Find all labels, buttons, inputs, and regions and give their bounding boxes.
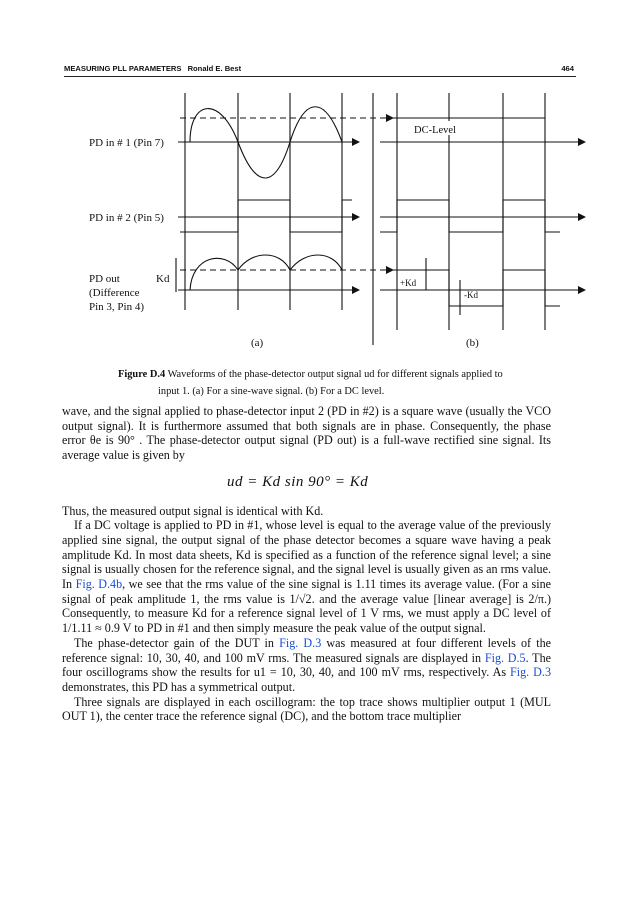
body-text: [62, 404, 551, 724]
para-4-text-a: The phase-detector gain of the DUT in: [74, 635, 274, 650]
pd2-square-wave: [180, 200, 352, 232]
caption-label: Figure D.4: [118, 369, 166, 380]
para-1: [62, 404, 551, 463]
arrow-dash-1: [386, 114, 394, 122]
figure-caption: [118, 366, 568, 400]
para-3-text-b: , we see that the rms value of the sine signal is 1.11 times its average value. (For a sine signal of peak amplitude 1, the rms value is 1/√2. and the average value [linear average] is 2/π.) Consequently, to measure Kd for a reference signal level of 1 V rms, we must apply a DC level of 1/1.11 ≈ 0.9 V to PD in #1 and then simply measure the peak value of the output signal.: [62, 577, 551, 636]
arrow-pd1-b: [578, 138, 586, 146]
fig-d3-link-2[interactable]: Fig. D.3: [510, 665, 551, 680]
fig-d5-link[interactable]: Fig. D.5: [484, 650, 526, 665]
page-header: [64, 64, 574, 73]
label-panel-a: (a): [251, 337, 264, 349]
para-4-text-c: . The four oscillograms show the results for u1 = 10, 30, 40, and 100 mV rms, respectively. As: [62, 650, 551, 680]
equation: ud = Kd sin 90° = Kd: [227, 473, 369, 490]
label-pdout-1: PD out: [89, 273, 120, 285]
para-1-line-3: the phase error θe is 90° . The phase-detector output signal (PD out) is a full-wave rectified: [62, 418, 551, 448]
label-pdout-3: Pin 3, Pin 4): [89, 301, 145, 313]
page-number: 464: [561, 64, 574, 73]
para-1-line-1: wave, and the signal applied to phase-detector input 2 (PD in #2) is a square wave (usually the: [62, 404, 523, 418]
pd2-square-wave-b: [380, 200, 560, 232]
label-pdout-2: (Difference: [89, 287, 140, 299]
fig-d3-link[interactable]: Fig. D.3: [279, 635, 322, 650]
para-5: Three signals are displayed in each oscillogram: the top trace shows multiplier output 1 (MUL OUT 1), the center trace the reference signal (DC), and the bottom trace multiplier: [62, 694, 551, 724]
arrow-pdout-b: [578, 286, 586, 294]
caption-line-1: Waveforms of the phase-detector output signal ud for different signals applied to: [167, 369, 503, 380]
label-minus-kd: -Kd: [464, 290, 478, 300]
para-4: [62, 636, 551, 695]
para-4-text-d: demonstrates, this PD has a symmetrical output.: [62, 679, 296, 694]
label-dc-level: DC-Level: [414, 125, 456, 136]
pdout-rectified-wave: [190, 255, 342, 290]
fig-d4b-link[interactable]: Fig. D.4b: [75, 577, 123, 592]
para-1-line-4: sine signal. Its average value is given by: [62, 433, 551, 463]
running-title: MEASURING PLL PARAMETERS: [64, 64, 182, 73]
para-4-text-b: was measured at four different levels of the reference signal: 10, 30, 40, and 100 mV rms. The measured signals are displayed in: [62, 635, 551, 665]
label-pd2: PD in # 2 (Pin 5): [89, 212, 164, 224]
waveform-figure: [0, 80, 636, 360]
arrow-pdout-a: [352, 286, 360, 294]
label-plus-kd: +Kd: [400, 278, 417, 288]
arrow-pd2-b: [578, 213, 586, 221]
pdout-square-wave: [380, 270, 560, 306]
label-panel-b: (b): [466, 337, 479, 349]
para-1-line-2: VCO output signal). It is furthermore assumed that both signals are in phase. Consequently,: [62, 404, 551, 433]
para-3-text-a: If a DC voltage is applied to PD in #1, whose level is equal to the average value of the previously applied sine signal, the output signal of the phase detector becomes a square wave having a peak amplitude Kd. In most data sheets, Kd is specified as a function of the reference signal level; a sine signal is usually chosen for the reference signal, and the signal level is usually given as an rms value. In: [62, 518, 551, 592]
label-pd1: PD in # 1 (Pin 7): [89, 137, 164, 149]
para-2: Thus, the measured output signal is identical with Kd.: [62, 503, 324, 518]
running-author: Ronald E. Best: [187, 64, 242, 73]
label-kd: Kd: [156, 273, 170, 285]
arrow-pd2-a: [352, 213, 360, 221]
caption-line-2: input 1. (a) For a sine-wave signal. (b) For a DC level.: [158, 386, 385, 397]
para-3: [62, 518, 551, 636]
header-rule: [64, 76, 576, 77]
arrow-pd1-a: [352, 138, 360, 146]
arrow-dash-2: [386, 266, 394, 274]
